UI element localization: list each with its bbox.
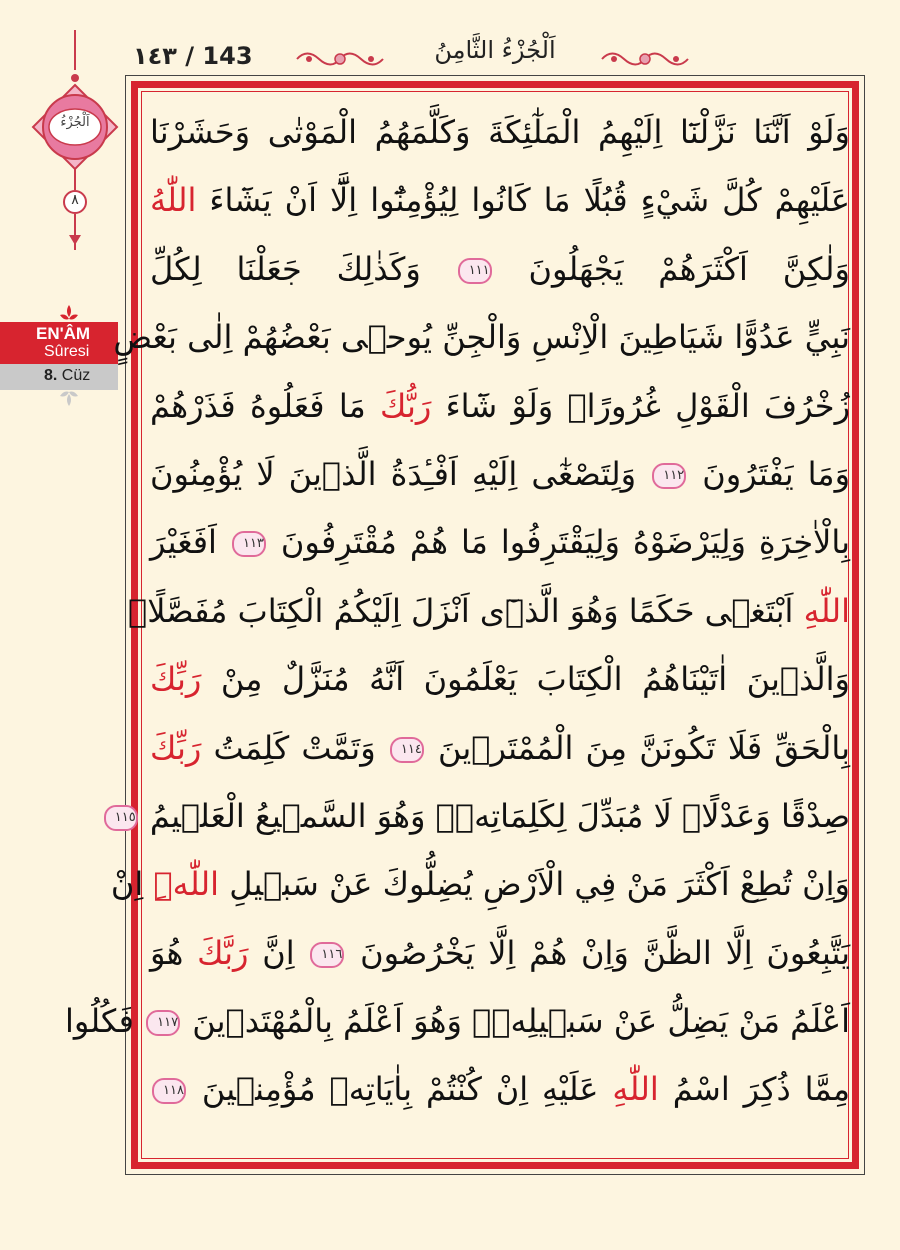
text-line-8 [128,577,850,645]
page-number: ١٤٣ / 143 [133,42,253,70]
fleur-top-icon [58,305,80,323]
fleur-bottom-icon [58,388,80,406]
divine-name: رَبِّكَ [150,728,202,767]
text-line-14 [64,987,850,1055]
ayah-marker: ١١٢ [652,463,686,489]
text-line-11 [114,782,850,850]
line-text: يَتَّبِعُونَ اِلَّا الظَّنَّ وَاِنْ هُمْ اِلَّا يَخْرُصُونَ [360,933,851,972]
text-line-9 [150,645,850,713]
divine-name: رَبُّكَ [380,386,432,425]
header-ornament-right-icon [600,48,690,70]
text-line-10 [150,714,850,782]
text-line-4 [113,303,850,371]
line-text: بِالْحَقِّ فَلَا تَكُونَنَّ مِنَ الْمُمْتَرٖينَ [437,728,851,767]
line-text: اَعْلَمُ مَنْ يَضِلُّ عَنْ سَبٖيلِهٖۚ وَهُوَ اَعْلَمُ بِالْمُهْتَدٖينَ [192,1002,850,1041]
ayah-marker: ١١١ [458,258,492,284]
text-line-2 [150,166,850,234]
line-text: فَكُلُوا [64,1002,134,1041]
line-text: وَمَا يَفْتَرُونَ [702,454,851,493]
line-text: وَتَمَّتْ كَلِمَتُ [213,728,376,767]
line-text: بِالْاٰخِرَةِ وَلِيَرْضَوْهُ وَلِيَقْتَرِفُوا مَا هُمْ مُقْتَرِفُونَ [280,523,851,562]
divine-name: اللّٰهِ [612,1070,659,1109]
juz-number: 8. [44,367,58,384]
page-header [125,22,865,80]
ayah-marker: ١١٤ [390,737,424,763]
text-line-6 [150,440,850,508]
text-line-7 [150,508,850,576]
line-text: وَلٰكِنَّ اَكْثَرَهُمْ يَجْهَلُونَ [528,249,851,288]
line-text: اِنَّ [262,933,295,972]
divine-name: اللّٰهُ [150,181,197,220]
line-text: هُوَ [150,933,184,972]
line-text: اَفَغَيْرَ [150,523,217,562]
line-text: وَكَذٰلِكَ جَعَلْنَا لِكُلِّ [150,249,421,288]
juz-label [44,367,90,385]
line-text: اَبْتَغٖى حَكَمًا وَهُوَ الَّذٖٓى اَنْزَلَ اِلَيْكُمُ الْكِتَابَ مُفَصَّلًاۜ [128,591,794,630]
line-text: مَا فَعَلُوهُ فَذَرْهُمْ [150,386,366,425]
text-line-15 [150,1055,850,1123]
line-text: صِدْقًا وَعَدْلًاۜ لَا مُبَدِّلَ لِكَلِمَاتِهٖۚ وَهُوَ السَّمٖيعُ الْعَلٖيمُ [149,796,850,835]
line-text: نَبِيٍّ عَدُوًّا شَيَاطِينَ الْاِنْسِ وَالْجِنِّ يُوحٖى بَعْضُهُمْ اِلٰى بَعْضٍ [113,318,850,357]
line-text: زُخْرُفَ الْقَوْلِ غُرُورًاۜ وَلَوْ شَٓاءَ [445,386,851,425]
text-line-1 [150,98,850,166]
sura-label [0,322,118,390]
line-text: وَلَوْ اَنَّنَا نَزَّلْنَٓا اِلَيْهِمُ الْمَلٰٓئِكَةَ وَكَلَّمَهُمُ الْمَوْتٰى وَحَشَرْنَا [150,113,850,151]
divine-name: رَبَّكَ [197,933,249,972]
divine-name: اللّٰهِ [803,591,850,630]
line-text: مِمَّا ذُكِرَ اسْمُ [672,1070,851,1109]
divine-name: اللّٰهِۜ [153,865,220,904]
ayah-marker: ١١٦ [310,942,344,968]
text-line-5 [150,372,850,440]
ayah-marker: ١١٧ [146,1010,180,1036]
rosette-number: ٨ [71,192,79,208]
line-text: وَلِتَصْغٰٓى اِلَيْهِ اَفْـِٔدَةُ الَّذٖينَ لَا يُؤْمِنُونَ [150,454,637,493]
text-line-13 [150,919,850,987]
line-text: وَالَّذٖينَ اٰتَيْنَاهُمُ الْكِتَابَ يَعْلَمُونَ اَنَّهُ مُنَزَّلٌ مِنْ [220,660,851,699]
juz-rosette-icon [25,30,125,250]
divine-name: رَبِّكَ [150,660,202,699]
ayah-marker: ١١٥ [104,805,138,831]
sura-name-box [0,322,118,364]
juz-box [0,364,118,390]
line-text: عَلَيْهِ اِنْ كُنْتُمْ بِاٰيَاتِهٖ مُؤْمِنٖينَ [201,1070,599,1109]
line-text: عَلَيْهِمْ كُلَّ شَيْءٍ قُبُلًا مَا كَانُوا لِيُؤْمِنُٓوا اِلَّٓا اَنْ يَشَٓاءَ [209,181,851,220]
rosette-label: اَلْجُزْءُ [60,115,90,130]
juz-word: Cüz [61,367,91,384]
text-line-12 [110,850,850,918]
ayah-marker: ١١٣ [232,531,266,557]
sura-word: Sûresi [44,343,90,360]
line-text: وَاِنْ تُطِعْ اَكْثَرَ مَنْ فِي الْاَرْضِ يُضِلُّوكَ عَنْ سَبٖيلِ [229,865,850,904]
ayah-marker: ١١٨ [152,1078,186,1104]
text-line-3 [150,235,850,303]
sura-name: EN'ÂM [36,324,91,343]
line-text: اِنْ [110,865,144,904]
juz-title: اَلْجُزْءُ الثَّامِنُ [434,36,556,64]
